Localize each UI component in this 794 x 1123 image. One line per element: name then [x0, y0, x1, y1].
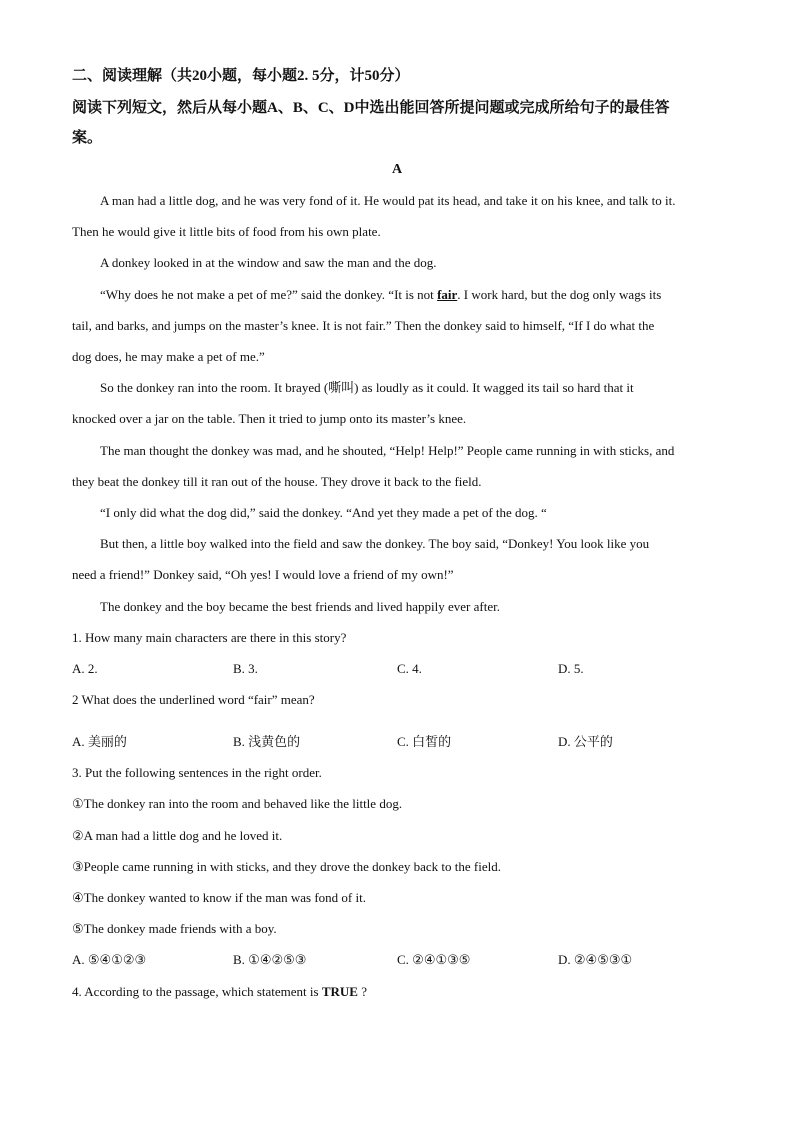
q1-option-a[interactable]: A. 2. [72, 661, 98, 676]
q2-option-a[interactable]: A. 美丽的 [72, 734, 127, 749]
paragraph-5-line-2: they beat the donkey till it ran out of the house. They drove it back to the field. [72, 474, 482, 489]
q3-option-a[interactable]: A. ⑤④①②③ [72, 952, 147, 967]
q2-option-d[interactable]: D. 公平的 [558, 734, 613, 749]
paragraph-3-line-3: dog does, he may make a pet of me.” [72, 349, 265, 364]
paragraph-6: “I only did what the dog did,” said the donkey. “And yet they made a pet of the dog. “ [100, 505, 547, 520]
emphasis-true: TRUE [321, 984, 358, 999]
paragraph-3-line-2: tail, and barks, and jumps on the master’s knee. It is not fair.” Then the donkey said to himself, “If I do what the [72, 318, 655, 333]
q3-option-d[interactable]: D. ②④⑤③① [558, 952, 633, 967]
q3-sentence-5: ⑤The donkey made friends with a boy. [72, 921, 277, 936]
text: “Why does he not make a pet of me?” said the donkey. “It is not [100, 287, 438, 302]
q3-option-c[interactable]: C. ②④①③⑤ [397, 952, 471, 967]
q2-option-b[interactable]: B. 浅黄色的 [233, 734, 301, 749]
q3-sentence-2: ②A man had a little dog and he loved it. [72, 828, 283, 843]
paragraph-8: The donkey and the boy became the best friends and lived happily ever after. [100, 599, 500, 614]
paragraph-1-line-2: Then he would give it little bits of food from his own plate. [72, 224, 381, 239]
instructions-line-2: 案。 [72, 130, 103, 146]
paragraph-5-line-1: The man thought the donkey was mad, and he shouted, “Help! Help!” People came running in with sticks, and [100, 443, 675, 458]
instructions-line-1: 阅读下列短文，然后从每小题A、B、C、D中选出能回答所提问题或完成所给句子的最佳答 [72, 100, 670, 116]
section-title: 二、阅读理解（共20小题，每小题2. 5分，计50分） [72, 68, 410, 84]
question-1-stem: 1. How many main characters are there in this story? [72, 630, 347, 645]
paragraph-7-line-2: need a friend!” Donkey said, “Oh yes! I would love a friend of my own!” [72, 567, 454, 582]
paragraph-2: A donkey looked in at the window and saw the man and the dog. [100, 255, 437, 270]
text: ? [357, 984, 367, 999]
text: . I work hard, but the dog only wags its [457, 287, 662, 302]
q3-sentence-4: ④The donkey wanted to know if the man was fond of it. [72, 890, 366, 905]
q1-option-d[interactable]: D. 5. [558, 661, 584, 676]
q2-option-c[interactable]: C. 白皙的 [397, 734, 452, 749]
text: 4. According to the passage, which statement is [72, 984, 322, 999]
question-2-stem: 2 What does the underlined word “fair” mean? [72, 692, 315, 707]
paragraph-7-line-1: But then, a little boy walked into the field and saw the donkey. The boy said, “Donkey! You look like you [100, 536, 650, 551]
q1-option-c[interactable]: C. 4. [397, 661, 422, 676]
q3-sentence-1: ①The donkey ran into the room and behaved like the little dog. [72, 796, 403, 811]
paragraph-3-line-1 [100, 286, 661, 304]
q3-option-b[interactable]: B. ①④②⑤③ [233, 952, 307, 967]
paragraph-4-line-2: knocked over a jar on the table. Then it tried to jump onto its master’s knee. [72, 411, 467, 426]
q3-sentence-3: ③People came running in with sticks, and they drove the donkey back to the field. [72, 859, 501, 874]
q1-option-b[interactable]: B. 3. [233, 661, 258, 676]
question-4-stem [72, 983, 367, 1001]
passage-label: A [391, 162, 403, 177]
underlined-word-fair: fair [437, 287, 458, 302]
paragraph-4-line-1: So the donkey ran into the room. It brayed (嘶叫) as loudly as it could. It wagged its tail so hard that it [100, 380, 634, 395]
question-3-stem: 3. Put the following sentences in the right order. [72, 765, 322, 780]
paragraph-1-line-1: A man had a little dog, and he was very fond of it. He would pat its head, and take it on his knee, and talk to it. [100, 193, 676, 208]
